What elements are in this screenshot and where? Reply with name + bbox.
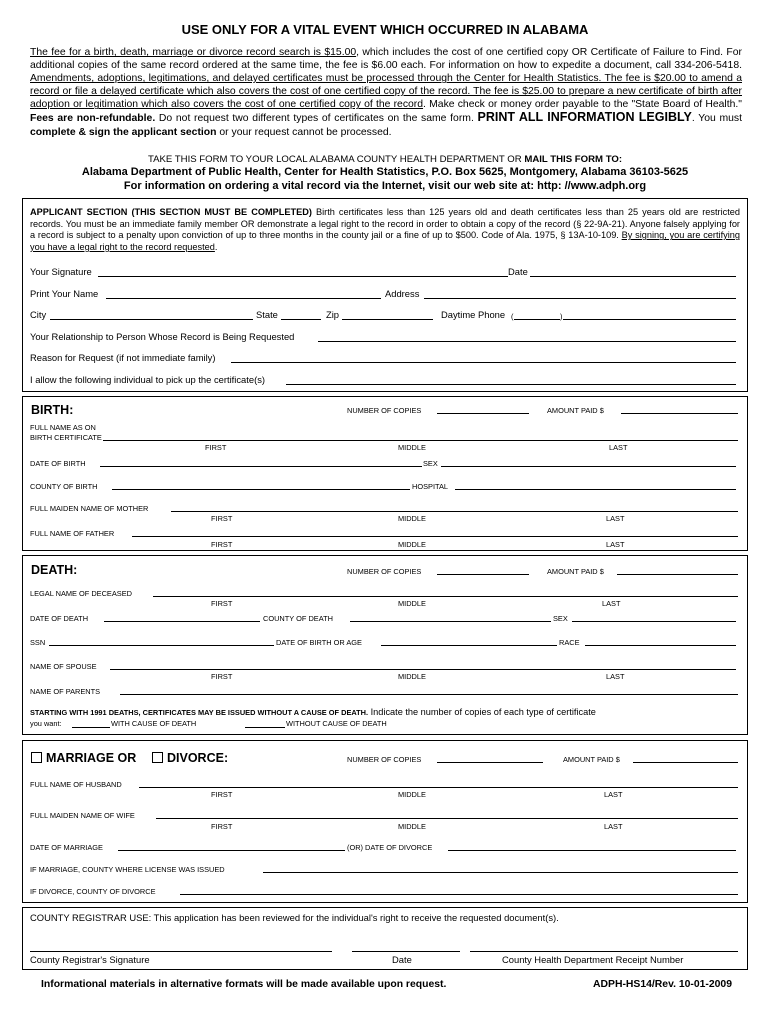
marriage-copies-field[interactable] xyxy=(437,762,543,763)
relationship-label: Your Relationship to Person Whose Record is Being Requested xyxy=(30,331,295,342)
wife-first-label: FIRST xyxy=(211,822,233,831)
legal-name-label: LEGAL NAME OF DECEASED xyxy=(30,589,132,598)
area-code-field[interactable] xyxy=(514,319,560,320)
father-middle-label: MIDDLE xyxy=(398,540,426,549)
spouse-first-label: FIRST xyxy=(211,672,233,681)
applicant-text xyxy=(30,207,740,253)
cause-bold-text: STARTING WITH 1991 DEATHS, CERTIFICATES MAY BE ISSUED WITHOUT A CAUSE OF DEATH. xyxy=(30,708,369,717)
wife-name-label: FULL MAIDEN NAME OF WIFE xyxy=(30,811,135,820)
date-of-death-field[interactable] xyxy=(104,621,260,622)
city-label: City xyxy=(30,309,47,320)
divorce-label: DIVORCE: xyxy=(167,751,229,765)
parents-label: NAME OF PARENTS xyxy=(30,687,101,696)
must-text: . You must xyxy=(691,113,742,125)
father-last-label: LAST xyxy=(606,540,625,549)
end-text: or your request cannot be processed. xyxy=(216,126,392,138)
marriage-amount-field[interactable] xyxy=(633,762,738,763)
cause-of-death-note xyxy=(30,707,596,717)
birth-copies-field[interactable] xyxy=(437,413,529,414)
alt-formats-notice: Informational materials in alternative formats will be made available upon request. xyxy=(41,979,447,990)
mail-address: Alabama Department of Public Health, Center for Health Statistics, P.O. Box 5625, Montgomery, Alabama 36103-5625 xyxy=(81,166,689,178)
death-sex-label: SEX xyxy=(553,614,568,623)
wife-last-label: LAST xyxy=(604,822,623,831)
city-field[interactable] xyxy=(50,319,253,320)
amend-text: Amendments, adoptions, legitimations, and delayed certificates must be processed through the Center for Health Statistics. The fee is $20.00 to amend a record or file a delayed certificate which also covers the cost of one certified copy of the record. The fee is $25.00 to prepare a new certificate of birth after adoption or legitimation which also covers the cost of one certified copy of the record xyxy=(30,73,742,111)
race-label: RACE xyxy=(559,638,580,647)
mail-instructions xyxy=(0,154,770,165)
county-of-birth-field[interactable] xyxy=(112,489,410,490)
address-field[interactable] xyxy=(424,298,736,299)
mother-name-label: FULL MAIDEN NAME OF MOTHER xyxy=(30,504,149,513)
death-copies-label: NUMBER OF COPIES xyxy=(347,567,422,576)
birth-sex-field[interactable] xyxy=(441,466,736,467)
dob-age-label: DATE OF BIRTH OR AGE xyxy=(276,638,362,647)
deceased-middle-label: MIDDLE xyxy=(398,599,426,608)
marriage-checkbox[interactable] xyxy=(31,752,42,763)
daytime-phone-label: Daytime Phone xyxy=(441,309,506,320)
phone-open-paren: ( xyxy=(511,312,514,321)
with-cause-count-field[interactable] xyxy=(72,727,110,728)
without-cause-count-field[interactable] xyxy=(245,727,285,728)
date-of-birth-field[interactable] xyxy=(100,466,422,467)
dont-text: Do not request two different types of certificates on the same form. xyxy=(155,113,478,125)
hospital-label: HOSPITAL xyxy=(412,482,449,491)
reason-field[interactable] xyxy=(231,362,736,363)
date-label: Date xyxy=(508,266,528,277)
father-name-label: FULL NAME OF FATHER xyxy=(30,529,115,538)
state-label: State xyxy=(256,309,278,320)
mail-this-text: MAIL THIS FORM TO: xyxy=(524,154,623,165)
cause-rest-text: Indicate the number of copies of each type of certificate xyxy=(368,707,596,717)
death-amount-field[interactable] xyxy=(617,574,738,575)
fee-text: The fee for a birth, death, marriage or divorce record search is $15.00 xyxy=(30,47,357,58)
birth-last-label: LAST xyxy=(609,443,628,452)
birth-amount-field[interactable] xyxy=(621,413,738,414)
county-license-label: IF MARRIAGE, COUNTY WHERE LICENSE WAS ISSUED xyxy=(30,865,225,874)
registrar-signature-label: County Registrar's Signature xyxy=(30,954,150,965)
legal-name-field[interactable] xyxy=(153,596,738,597)
deceased-last-label: LAST xyxy=(602,599,621,608)
form-title: USE ONLY FOR A VITAL EVENT WHICH OCCURRED IN ALABAMA xyxy=(181,22,589,37)
marriage-amount-label: AMOUNT PAID $ xyxy=(563,755,620,764)
dob-age-field[interactable] xyxy=(381,645,557,646)
county-divorce-label: IF DIVORCE, COUNTY OF DIVORCE xyxy=(30,887,156,896)
form-id: ADPH-HS14/Rev. 10-01-2009 xyxy=(593,979,732,990)
signature-label: Your Signature xyxy=(30,266,92,277)
county-of-death-field[interactable] xyxy=(350,621,551,622)
zip-label: Zip xyxy=(326,309,340,320)
mother-first-label: FIRST xyxy=(211,514,233,523)
husband-first-label: FIRST xyxy=(211,790,233,799)
birth-middle-label: MIDDLE xyxy=(398,443,426,452)
print-name-field[interactable] xyxy=(106,298,381,299)
marriage-or-label: MARRIAGE OR xyxy=(46,751,137,765)
divorce-checkbox[interactable] xyxy=(152,752,163,763)
divorce-heading xyxy=(152,751,228,765)
applicant-heading: APPLICANT SECTION (THIS SECTION MUST BE COMPLETED) xyxy=(30,207,312,217)
birth-heading: BIRTH: xyxy=(31,403,74,417)
birth-first-label: FIRST xyxy=(205,443,227,452)
state-field[interactable] xyxy=(281,319,321,320)
internet-info: For information on ordering a vital record via the Internet, visit our web site at: http: //www.adph.org xyxy=(123,180,647,192)
spouse-middle-label: MIDDLE xyxy=(398,672,426,681)
wife-name-field[interactable] xyxy=(156,818,738,819)
deceased-first-label: FIRST xyxy=(211,599,233,608)
spouse-last-label: LAST xyxy=(606,672,625,681)
race-field[interactable] xyxy=(585,645,736,646)
without-cause-label: WITHOUT CAUSE OF DEATH xyxy=(286,719,387,728)
you-want-label: you want: xyxy=(30,719,62,728)
mother-last-label: LAST xyxy=(606,514,625,523)
death-copies-field[interactable] xyxy=(437,574,529,575)
applicant-end: . xyxy=(214,241,218,252)
receipt-number-label: County Health Department Receipt Number xyxy=(502,954,684,965)
date-of-marriage-field[interactable] xyxy=(118,850,345,851)
birth-certificate-label: BIRTH CERTIFICATE xyxy=(30,433,102,442)
full-name-as-on-label: FULL NAME AS ON xyxy=(30,423,96,432)
phone-close-paren: ) xyxy=(560,312,563,321)
check-text: . Make check or money order payable to the "State Board of Health." xyxy=(423,99,742,111)
marriage-copies-label: NUMBER OF COPIES xyxy=(347,755,422,764)
ssn-label: SSN xyxy=(30,638,46,647)
relationship-field[interactable] xyxy=(318,341,736,342)
signature-field[interactable] xyxy=(98,276,508,277)
birth-section xyxy=(22,396,748,551)
mother-middle-label: MIDDLE xyxy=(398,514,426,523)
hospital-field[interactable] xyxy=(455,489,736,490)
county-divorce-field[interactable] xyxy=(180,894,738,895)
pickup-label: I allow the following individual to pick up the certificate(s) xyxy=(30,374,266,385)
birth-copies-label: NUMBER OF COPIES xyxy=(347,406,422,415)
spouse-name-field[interactable] xyxy=(110,669,736,670)
intro-paragraph xyxy=(30,46,742,139)
with-cause-label: WITH CAUSE OF DEATH xyxy=(111,719,197,728)
zip-field[interactable] xyxy=(342,319,433,320)
address-label: Address xyxy=(385,288,420,299)
husband-last-label: LAST xyxy=(604,790,623,799)
phone-field[interactable] xyxy=(563,319,736,320)
date-of-birth-label: DATE OF BIRTH xyxy=(30,459,86,468)
county-license-field[interactable] xyxy=(263,872,738,873)
pickup-field[interactable] xyxy=(286,384,736,385)
applicant-body: Birth certificates less than 125 years old and death certificates less than 25 years old are restricted records. You must be an immediate family member OR demonstrate a legal right to the record in order to obtain a copy of the record (§ 22-9A-21). Anyone falsely applying for a record is subject to a penalty upon conviction of up to three months in the county jail or a fine of up to $500. Code of Ala. 1975, § 13A-10-109. xyxy=(30,207,740,241)
take-form-text: TAKE THIS FORM TO YOUR LOCAL ALABAMA COUNTY HEALTH DEPARTMENT OR xyxy=(147,154,525,165)
mother-name-field[interactable] xyxy=(171,511,738,512)
complete-sign-text: complete & sign the applicant section xyxy=(30,126,217,138)
husband-name-label: FULL NAME OF HUSBAND xyxy=(30,780,122,789)
certify-text: By signing, you are certifying you have a legal right to the record requested xyxy=(30,230,740,252)
ssn-field[interactable] xyxy=(49,645,274,646)
birth-full-name-field[interactable] xyxy=(103,440,738,441)
registrar-signature-field[interactable] xyxy=(30,951,332,952)
birth-sex-label: SEX xyxy=(423,459,438,468)
date-of-death-label: DATE OF DEATH xyxy=(30,614,89,623)
fee-rest: , which includes the cost of one certified copy OR Certificate of Failure to Find. For additional copies of the same record ordered at the same time, the fee is $6.00 each. For information on how to expedite a document, call 334-206-5418. xyxy=(30,47,742,72)
husband-name-field[interactable] xyxy=(139,787,738,788)
nonrefundable-text: Fees are non-refundable. xyxy=(30,113,156,125)
death-amount-label: AMOUNT PAID $ xyxy=(547,567,604,576)
death-heading: DEATH: xyxy=(31,563,78,577)
father-first-label: FIRST xyxy=(211,540,233,549)
print-name-label: Print Your Name xyxy=(30,288,99,299)
death-sex-field[interactable] xyxy=(572,621,736,622)
date-of-marriage-label: DATE OF MARRIAGE xyxy=(30,843,103,852)
reason-label: Reason for Request (if not immediate family) xyxy=(30,352,216,363)
print-legibly-text: PRINT ALL INFORMATION LEGIBLY xyxy=(477,110,692,125)
father-name-field[interactable] xyxy=(132,536,738,537)
birth-amount-label: AMOUNT PAID $ xyxy=(547,406,604,415)
wife-middle-label: MIDDLE xyxy=(398,822,426,831)
date-of-divorce-field[interactable] xyxy=(448,850,736,851)
county-of-birth-label: COUNTY OF BIRTH xyxy=(30,482,98,491)
date-of-divorce-label: (OR) DATE OF DIVORCE xyxy=(347,843,433,852)
registrar-date-label: Date xyxy=(392,954,412,965)
county-of-death-label: COUNTY OF DEATH xyxy=(263,614,333,623)
registrar-use-text: COUNTY REGISTRAR USE: This application has been reviewed for the individual's right to receive the requested document(s). xyxy=(30,912,559,923)
husband-middle-label: MIDDLE xyxy=(398,790,426,799)
registrar-date-field[interactable] xyxy=(352,951,460,952)
spouse-name-label: NAME OF SPOUSE xyxy=(30,662,97,671)
receipt-number-field[interactable] xyxy=(470,951,738,952)
marriage-or-heading xyxy=(31,751,136,765)
parents-field[interactable] xyxy=(120,694,738,695)
date-field[interactable] xyxy=(530,276,736,277)
